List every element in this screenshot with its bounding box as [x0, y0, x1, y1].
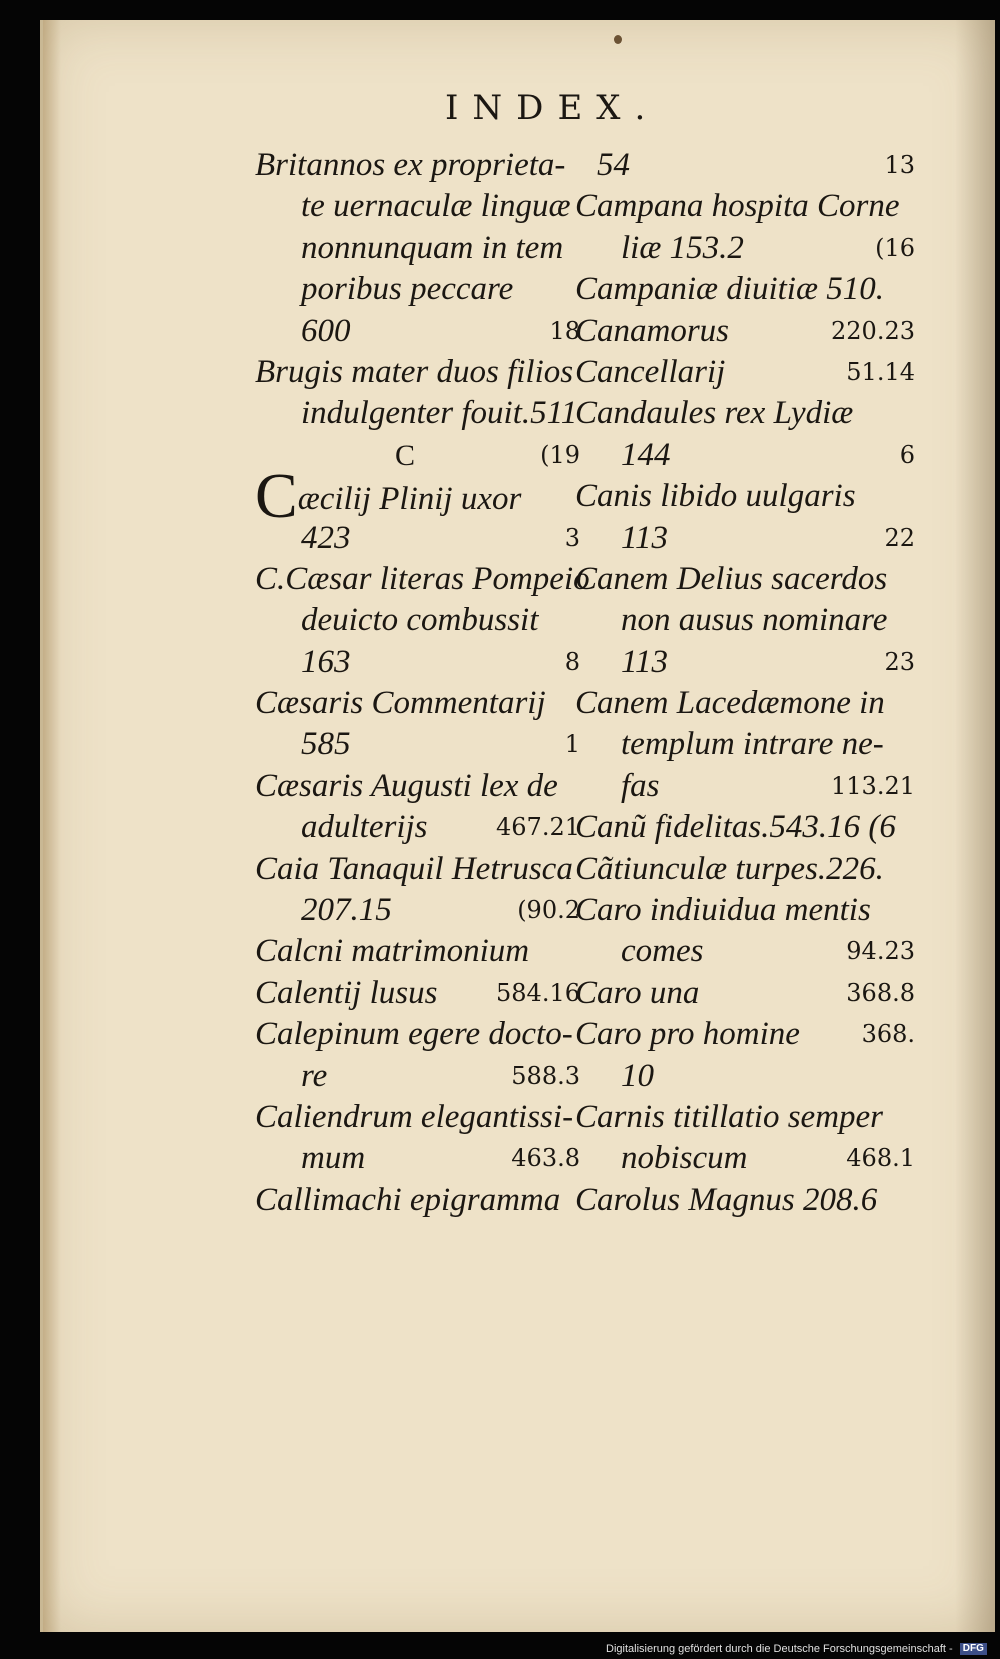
index-entry-text: nonnunquam in tem	[301, 229, 564, 266]
page-reference: 368.8	[846, 978, 915, 1007]
page-title: INDEX.	[445, 88, 660, 128]
index-column-left	[255, 145, 590, 1221]
index-entry-text: Canem Delius sacerdos	[575, 560, 888, 597]
index-entry-line	[255, 1097, 580, 1138]
index-entry-line	[575, 1014, 915, 1055]
index-entry-text: non ausus nominare	[621, 602, 888, 639]
page-reference: 1	[564, 730, 580, 759]
index-entry-text: æcilij Plinij uxor	[297, 481, 522, 518]
index-entry-text: templum intrare ne-	[621, 726, 884, 763]
index-entry-text: Campana hospita Corne	[575, 188, 900, 225]
index-entry-text: Calentij lusus	[255, 974, 438, 1011]
index-entry-text: Cancellarij	[575, 353, 726, 390]
index-entry-line	[575, 559, 915, 600]
index-entry-text: 54	[597, 147, 630, 183]
index-entry-line	[575, 683, 915, 724]
index-entry-line	[575, 1180, 915, 1221]
index-entry-line	[575, 724, 915, 765]
index-entry-line	[575, 352, 915, 393]
index-entry-line	[575, 973, 915, 1014]
page-reference: 51.14	[846, 357, 915, 386]
index-entry-text: 585	[301, 726, 351, 763]
drop-cap-letter: C	[255, 460, 298, 532]
index-entry-line	[575, 1097, 915, 1138]
index-entry-line	[255, 642, 580, 683]
index-entry-text: indulgenter fouit.511	[301, 395, 578, 432]
page-reference: 8	[564, 647, 580, 676]
dfg-logo: DFG	[960, 1643, 987, 1655]
index-entry-line	[255, 600, 580, 641]
index-entry-text: 423	[301, 519, 351, 556]
index-entry-text: Calepinum egere docto-	[255, 1016, 573, 1053]
index-entry-text: poribus peccare	[301, 271, 514, 308]
index-entry-text: Calcni matrimonium	[255, 933, 530, 970]
index-entry-line	[255, 1180, 580, 1221]
index-entry-text: te uernaculæ linguæ	[301, 188, 571, 225]
page-reference: 467.21	[496, 813, 580, 842]
index-entry-text: Candaules rex Lydiæ	[575, 395, 854, 432]
index-entry-line	[255, 890, 580, 931]
index-entry-text: C.Cæsar literas Pompeio	[255, 560, 590, 597]
index-entry-text: adulterijs	[301, 809, 428, 846]
index-entry-text: Caro pro homine	[575, 1016, 800, 1053]
index-entry-text: Britannos ex proprieta-	[255, 147, 566, 183]
index-entry-line	[255, 435, 580, 476]
index-entry-text: Carnis titillatio semper	[575, 1098, 884, 1135]
index-entry-line	[255, 849, 580, 890]
index-entry-line	[255, 724, 580, 765]
index-entry-line	[255, 393, 580, 434]
section-letter: C	[395, 438, 416, 472]
page-reference: 220.23	[831, 316, 915, 345]
index-entry-line	[575, 186, 915, 227]
index-entry-line	[575, 145, 915, 186]
footer-credit-text: Digitalisierung gefördert durch die Deutsche Forschungsgemeinschaft -	[606, 1643, 953, 1655]
index-entry-line	[575, 1056, 915, 1097]
index-entry-line	[575, 600, 915, 641]
page-reference: (90.2	[517, 896, 580, 925]
index-entry-text: Caro indiuidua mentis	[575, 892, 871, 929]
page-reference: 13	[884, 151, 915, 179]
page-reference: (19	[540, 440, 580, 469]
index-entry-line	[255, 186, 580, 227]
page-reference: 23	[884, 647, 915, 676]
index-entry-line	[255, 1014, 580, 1055]
index-entry-text: 600	[301, 312, 351, 349]
index-entry-text: Callimachi epigramma	[255, 1181, 561, 1218]
index-entry-text: Brugis mater duos filios	[255, 353, 574, 390]
index-entry-line	[255, 228, 580, 269]
index-entry-text: 113	[621, 643, 669, 680]
index-column-right	[575, 145, 915, 1221]
index-entry-line	[255, 1056, 580, 1097]
page-reference: 588.3	[511, 1061, 580, 1090]
index-entry-line	[575, 766, 915, 807]
index-entry-text: Cæsaris Commentarij	[255, 685, 546, 722]
index-entry-line	[575, 849, 915, 890]
index-entry-line	[575, 1138, 915, 1179]
index-entry-line	[255, 807, 580, 848]
index-entry-line	[255, 269, 580, 310]
index-entry-line	[255, 931, 580, 972]
index-entry-text: 144	[621, 436, 671, 473]
index-entry-text: nobiscum	[621, 1140, 748, 1177]
index-entry-text: Campaniæ diuitiæ 510.	[575, 271, 884, 308]
index-entry-line	[255, 518, 580, 559]
index-entry-text: 113	[621, 519, 669, 556]
index-entry-text: Caia Tanaquil Hetrusca	[255, 850, 573, 887]
index-entry-text: Canũ fidelitas.543.16 (6	[575, 809, 896, 846]
index-entry-text: Caro una	[575, 974, 700, 1011]
page-reference: 113.21	[831, 771, 915, 800]
index-entry-line	[575, 393, 915, 434]
index-entry-line	[575, 476, 915, 517]
index-entry-line	[575, 435, 915, 476]
index-entry-line	[255, 145, 580, 186]
page-reference: 468.1	[846, 1144, 915, 1173]
page-reference: 6	[899, 440, 915, 469]
index-entry-text: Canis libido uulgaris	[575, 478, 856, 515]
page-binding-shadow	[43, 20, 61, 1632]
page-reference: 18	[549, 316, 580, 345]
index-entry-text: fas	[621, 767, 660, 804]
index-entry-line	[255, 766, 580, 807]
index-entry-line	[255, 352, 580, 393]
paper-spot	[614, 35, 622, 44]
page-reference: 94.23	[846, 937, 915, 966]
index-entry-line	[255, 973, 580, 1014]
index-entry-text: liæ 153.2	[621, 229, 744, 266]
index-entry-text: Canamorus	[575, 312, 730, 349]
index-entry-line	[575, 890, 915, 931]
page-reference: 22	[884, 523, 915, 552]
index-entry-text: Cãtiunculæ turpes.226.	[575, 850, 884, 887]
page-reference: 368.	[861, 1020, 915, 1049]
page-reference: 463.8	[511, 1144, 580, 1173]
index-entry-line	[575, 518, 915, 559]
index-entry-line	[255, 460, 580, 532]
index-entry-text: comes	[621, 933, 704, 970]
index-entry-text: Carolus Magnus 208.6	[575, 1181, 878, 1218]
index-entry-line	[575, 228, 915, 269]
index-entry-text: Cæsaris Augusti lex de	[255, 767, 558, 804]
index-entry-line	[575, 807, 915, 848]
index-entry-line	[575, 931, 915, 972]
index-entry-line	[575, 311, 915, 352]
index-entry-line	[255, 311, 580, 352]
index-entry-text: 10	[621, 1057, 654, 1094]
index-entry-text: re	[301, 1057, 328, 1094]
page-reference: 584.16	[496, 978, 580, 1007]
index-entry-line	[575, 642, 915, 683]
index-entry-line	[255, 559, 590, 600]
page-reference: 3	[564, 523, 580, 552]
index-entry-line	[255, 1138, 580, 1179]
index-entry-text: Canem Lacedæmone in	[575, 685, 885, 722]
index-entry-text: Caliendrum elegantissi-	[255, 1098, 574, 1135]
page-edge-shadow	[955, 20, 995, 1632]
index-entry-text: deuicto combussit	[301, 602, 539, 639]
index-entry-text: mum	[301, 1140, 366, 1177]
page-reference: (16	[875, 233, 915, 262]
footer-credit	[606, 1643, 987, 1655]
index-entry-line	[575, 269, 915, 310]
index-entry-text: 163	[301, 643, 351, 680]
index-entry-line	[255, 683, 580, 724]
index-entry-text: 207.15	[301, 892, 392, 929]
